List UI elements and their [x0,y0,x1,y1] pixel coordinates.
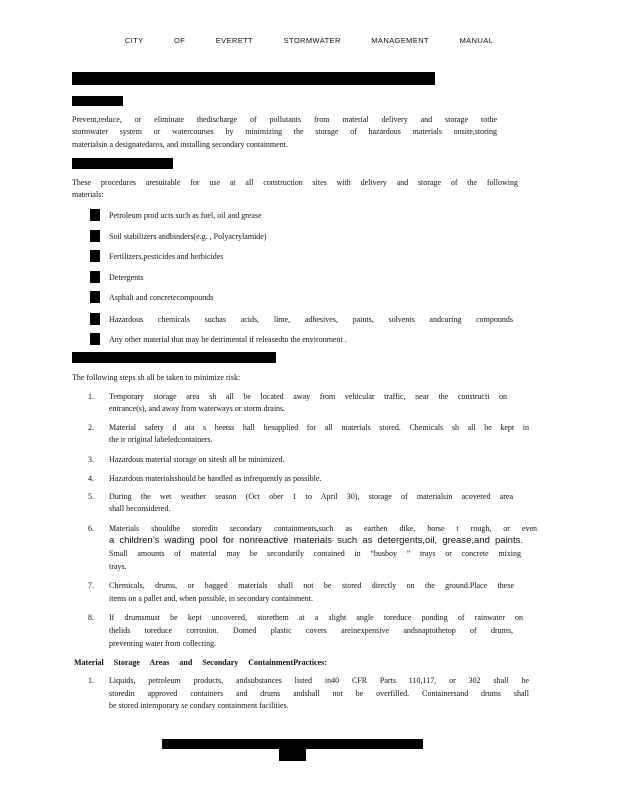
containment-line: storedin approved containers and drums andshall not be overfilled. Containersand drums shall [109,689,529,698]
bullet-marker [90,313,100,325]
bullet-marker [90,291,100,303]
step-line: During the wet weather season (Oct ober 1 to April 30), storage of materialsin acovered area [109,492,513,501]
bullet-marker [90,209,100,221]
header-word: EVERETT [215,36,254,45]
step-number: 6. [88,524,94,533]
applicability-line: These procedures aresuitable for use at all construction sites with delivery and storage of the following [72,178,518,187]
running-header [0,36,618,45]
redacted-footer [162,739,423,749]
step-line: Small amounts of material may be secondarily contained in “busboy ” trays or concrete mixing [109,549,521,558]
header-word: OF [174,36,186,45]
step-line: entrance(s), and away from waterways or storm drains. [109,404,286,413]
step-line: preventing water from collecting. [109,639,217,648]
redacted-heading-purpose [72,96,123,106]
step-number: 3. [88,455,94,464]
step-number: 1. [88,392,94,401]
bullet-marker [90,271,100,283]
steps-intro: The following steps sh all be taken to minimize risk: [72,373,241,382]
header-word: MANUAL [459,36,494,45]
step-line: a children’s wading pool for nonreactive materials such as detergents,oil, grease,and paints. [109,535,523,546]
material-item: Any other material that may be detrimental if releasedto the environment . [109,335,347,344]
step-line: Materials shouldbe storedin secondary containments,such as earthen dike, horse t rough, or even [109,524,537,533]
step-line: Hazardous materialsshould be handled as infrequently as possible. [109,474,322,483]
header-word: MANAGEMENT [371,36,430,45]
section-heading: Material Storage Areas and Secondary ContainmentPractices: [74,658,327,667]
step-number: 7. [88,581,94,590]
containment-number: 1. [88,676,94,685]
step-number: 4. [88,474,94,483]
material-item: Detergents [109,273,144,282]
step-line: thelids toreduce corrosion. Domed plastic covers areinexpensive andsnaptothetop of drums, [109,626,513,635]
bullet-marker [90,230,100,242]
purpose-line: stormwater system or watercourses by minimizing the storage of hazardous materials onsite,storing [72,127,497,136]
step-number: 8. [88,613,94,622]
step-line: Hazardous material storage on sitesh all be minimized. [109,455,285,464]
step-line: Material safety d ata s heetss hall besupplied for all materials stored. Chemicals sh all be kept in [109,423,529,432]
redacted-page-number [279,749,306,761]
material-item: Asphalt and concretecompounds [109,293,214,302]
redacted-title [72,72,435,85]
material-item: Fertilizers,pesticides and herbicides [109,252,224,261]
material-item: Soil stabilizers andbinders(e.g. , Polyacrylamide) [109,232,267,241]
containment-line: Liquids, petroleum products, andsubstances listed in40 CFR Parts 110,117, or 302 shall be [109,676,529,685]
header-word: CITY [124,36,144,45]
containment-line: be stored intemporary se condary containment facilities. [109,701,289,710]
step-line: Temporary storage area sh all be located away from vehicular traffic, near the constructi on [109,392,507,401]
step-line: shall beconsidered. [109,504,171,513]
purpose-line: Prevent,reduce, or eliminate thedischarge of pollutants from material delivery and storage tothe [72,115,497,124]
step-number: 2. [88,423,94,432]
step-line: the ir original labeledcontainers. [109,435,213,444]
step-line: items on a pallet and, when possible, in secondary containment. [109,594,313,603]
redacted-heading-applicability [72,158,173,169]
material-item: Hazardous chemicals suchas acids, lime, adhesives, paints, solvents andcuring compounds [109,315,513,324]
material-item: Petroleum prod ucts such as fuel, oil and grease [109,211,262,220]
header-word: STORMWATER [283,36,341,45]
purpose-line: materialsin a designatedarea, and installing secondary containment. [72,140,288,149]
step-number: 5. [88,492,94,501]
step-line: Chemicals, drums, or bagged materials shall not be stored directly on the ground.Place these [109,581,514,590]
redacted-heading-steps [72,352,276,363]
bullet-marker [90,333,100,345]
applicability-line: materials: [72,190,104,199]
bullet-marker [90,250,100,262]
step-line: trays. [109,562,127,571]
step-line: If drumsmust be kept uncovered, storethem at a slight angle toreduce ponding of rainwater on [109,613,523,622]
